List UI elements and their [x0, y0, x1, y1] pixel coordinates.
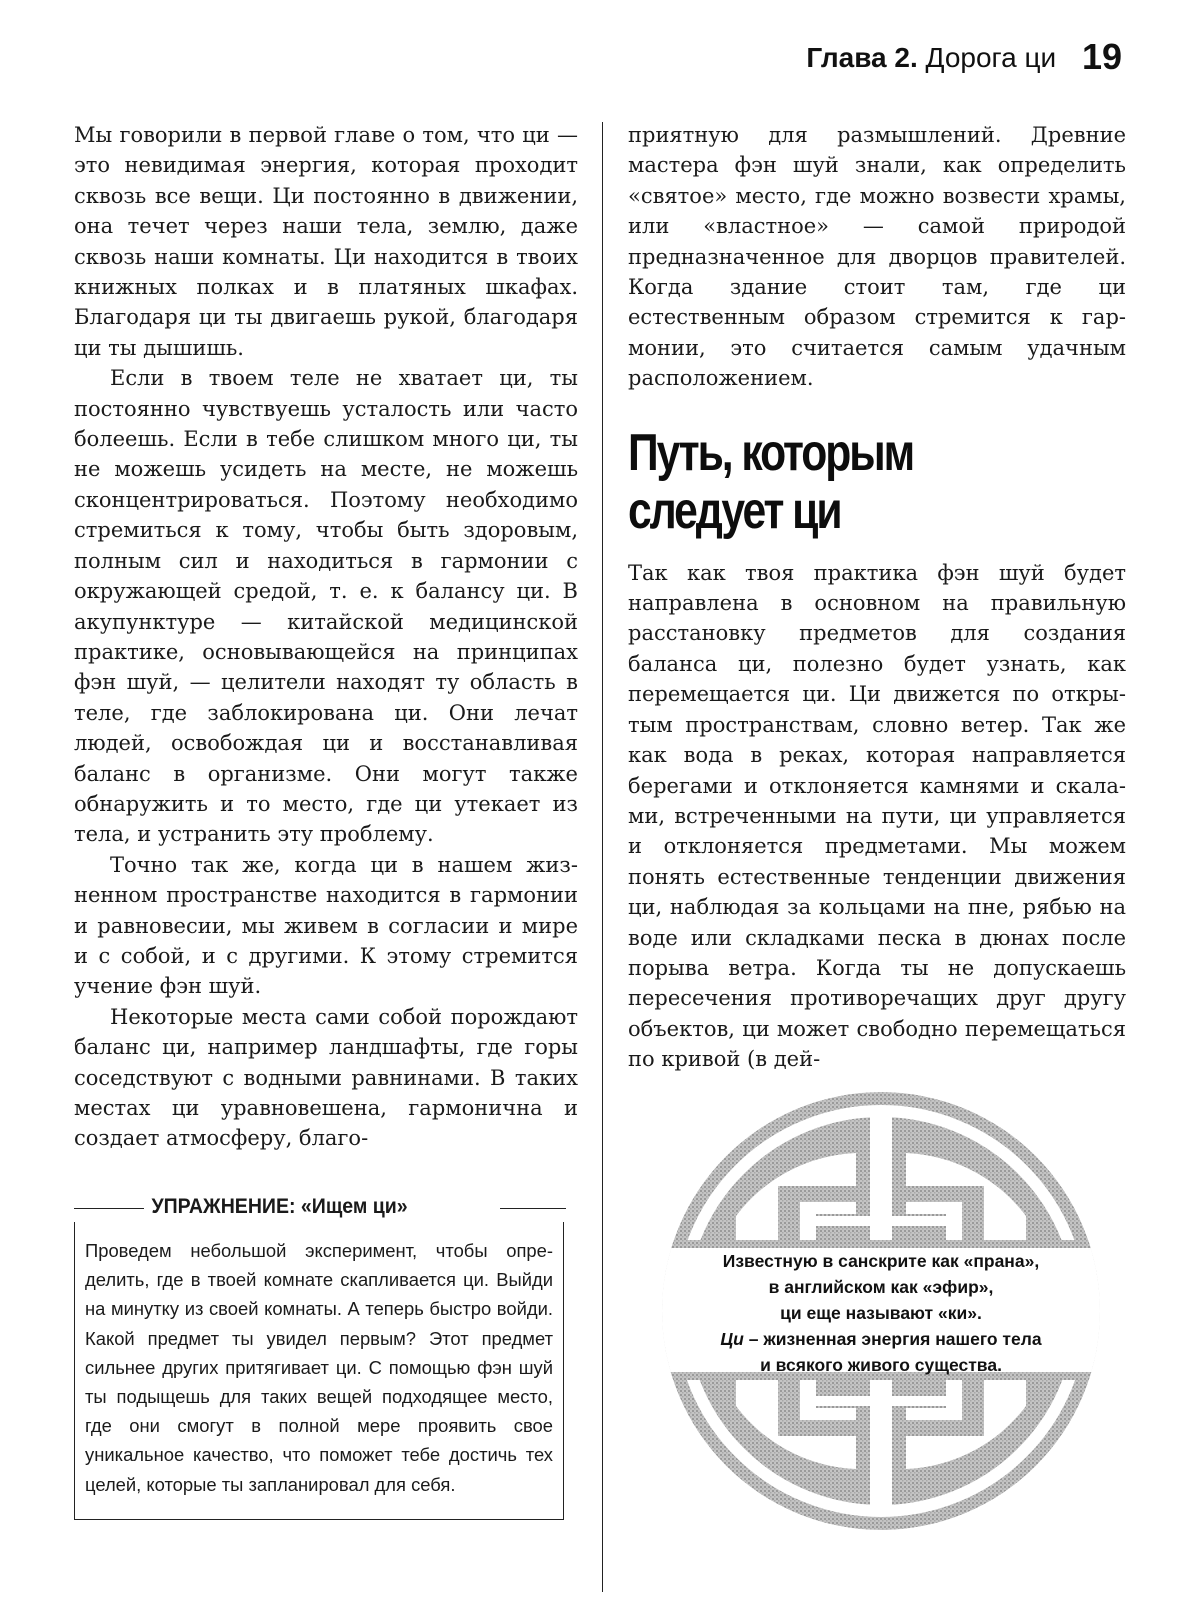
exercise-header	[74, 1192, 566, 1222]
section-heading-line: Путь, которым	[628, 423, 914, 482]
right-column	[628, 120, 1126, 1075]
section-heading	[628, 424, 1120, 540]
column-divider	[602, 122, 603, 1592]
paragraph: Так как твоя практика фэн шуй будет направлена в основном на правильную расстановку предметов для создания баланса ци, полезно будет узнать, как перемещается ци. Ци движется по открытым пространствам, словно ветер. Так же как вода в реках, которая направляется берегами и отклоняется камнями и скалами, встреченными на пути, ци управляется и отклоняется предметами. Мы можем понять естественные тенденции движения ци, наблюдая за кольцами на пне, рябью на воде или складками песка в дюнах после порыва ветра. Когда ты не допускаешь пересечения противоречащих друг другу объектов, ци может свободно перемещаться по кривой (в дей-	[628, 560, 1126, 1072]
paragraph: Некоторые места сами собой порождают баланс ци, например ландшафты, где горы соседствуют с водными равнинами. В таких местах ци уравновешена, гармонична и создает атмосферу, благо-	[74, 1004, 578, 1151]
emblem-caption	[660, 1248, 1102, 1378]
exercise-rule-left	[74, 1208, 144, 1209]
running-header	[806, 36, 1122, 77]
caption-line: и всякого живого существа.	[760, 1355, 1002, 1375]
exercise-title: УПРАЖНЕНИЕ: «Ищем ци»	[144, 1192, 415, 1222]
paragraph: Точно так же, когда ци в нашем жизненном пространстве находится в гармонии и равновесии, мы живем в согласии и мире и с собой, и с другими. К этому стремится учение фэн шуй.	[74, 852, 578, 999]
paragraph: приятную для размышлений. Древние мастера фэн шуй знали, как определить «святое» место, где можно возвести храмы, или «властное» — самой природой предназначенное для дворцов правителей. Когда здание стоит там, где ци естественным образом стремится к гармонии, это считается самым удачным расположением.	[628, 123, 1126, 391]
exercise-text: Проведем небольшой эксперимент, чтобы определить, где в твоей комнате скапливается ци. Выйди на минутку из своей комнаты. А теперь быстро войди. Какой предмет ты увидел первым? Этот предмет сильнее других притягивает ци. С помощью фэн шуй ты подыщешь для таких вещей подходящее место, где они смогут в полной мере проявить свое уникальное качество, что поможет тебе достичь тех целей, которые ты запланировал для себя.	[85, 1240, 553, 1495]
chapter-label: Глава 2.	[806, 42, 918, 73]
caption-line	[660, 1326, 1102, 1352]
left-column	[74, 120, 578, 1154]
exercise-box	[74, 1222, 564, 1520]
exercise-rule-right	[500, 1208, 566, 1209]
caption-line: ци еще называют «ки».	[780, 1303, 982, 1323]
section-heading-line: следует ци	[628, 481, 841, 540]
caption-emphasis: Ци	[720, 1329, 744, 1349]
paragraph: Мы говорили в первой главе о том, что ци — это невидимая энергия, которая проходит сквозь все вещи. Ци постоянно в движении, она течет через наши тела, землю, даже сквозь наши комнаты. Ци находится в твоих книжных полках и в платяных шкафах. Благодаря ци ты двигаешь рукой, благодаря ци ты дышишь.	[74, 123, 578, 360]
paragraph: Если в твоем теле не хватает ци, ты постоянно чувствуешь усталость или часто болеешь. Если в тебе слишком много ци, ты не можешь усидеть на месте, не можешь сконцентрироваться. Поэтому необходимо стремиться к тому, чтобы быть здоровым, полным сил и находиться в гармонии с окружающей средой, т. е. к балансу ци. В акупунктуре — китайской медицинской практике, основывающейся на принципах фэн шуй, — целители находят ту область в теле, где заблокирована ци. Они лечат людей, освобождая ци и восстанавливая баланс в организме. Они могут также обнаружить и то место, где ци утекает из тела, и устранить эту проблему.	[74, 366, 578, 847]
chapter-title: Дорога ци	[925, 42, 1057, 73]
page-number: 19	[1081, 36, 1122, 77]
caption-line: в английском как «эфир»,	[768, 1277, 994, 1297]
caption-line-rest: – жизненная энергия нашего тела	[743, 1329, 1042, 1349]
caption-line: Известную в санскрите как «прана»,	[722, 1251, 1040, 1271]
